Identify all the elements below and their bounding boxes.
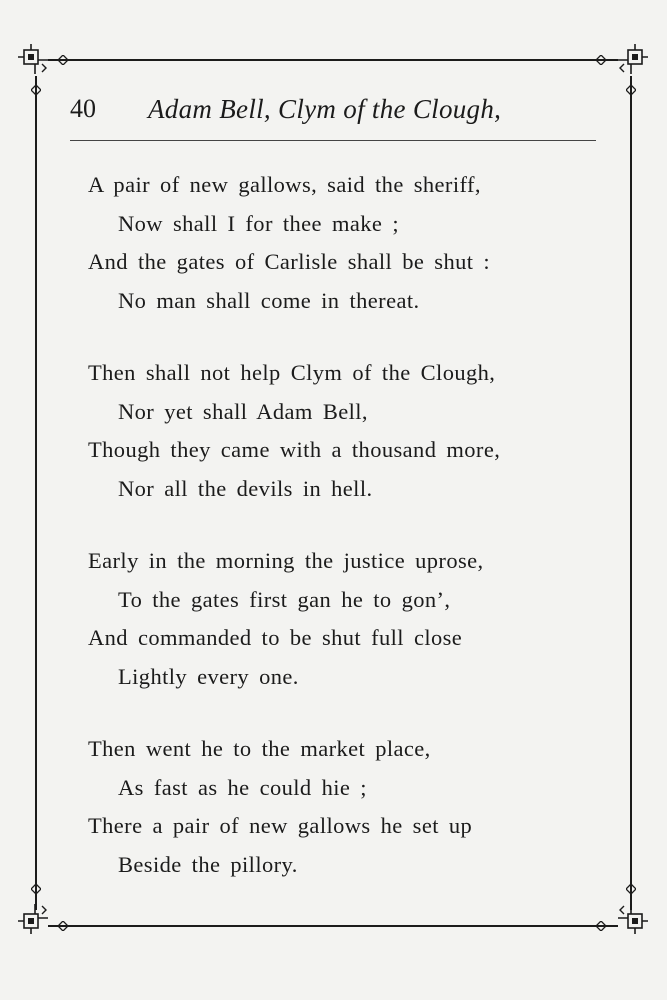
stanza [88,354,588,508]
verse-line: Now shall I for thee make ; [118,210,399,236]
corner-ornament-bottom-right [614,900,648,934]
verse-line: Early in the morning the justice uprose, [88,548,484,573]
verse-line: Nor all the devils in hell. [118,475,373,501]
corner-ornament-top-right [614,44,648,78]
running-header [70,94,600,128]
diamond-ornament [31,884,41,894]
verse-line: And the gates of Carlisle shall be shut : [88,249,491,274]
verse-line: Though they came with a thousand more, [88,437,501,462]
border-right [630,76,632,910]
verse-line: Beside the pillory. [118,851,298,877]
corner-ornament-top-left [18,44,52,78]
verse-line: No man shall come in thereat. [118,287,420,313]
stanza [88,730,588,884]
border-left [35,76,37,910]
header-rule [70,140,596,141]
diamond-ornament [596,55,606,65]
stanza [88,166,588,320]
border-bottom [48,925,618,927]
diamond-ornament [31,85,41,95]
diamond-ornament [626,85,636,95]
stanza [88,542,588,696]
verse-line: A pair of new gallows, said the sheriff, [88,172,481,197]
verse-line: Lightly every one. [118,663,299,689]
verse-line: Then shall not help Clym of the Clough, [88,360,496,385]
running-title: Adam Bell, Clym of the Clough, [148,94,502,124]
poem-text [88,166,588,918]
verse-line: To the gates first gan he to gon’, [118,586,451,612]
border-top [48,59,618,61]
page-number: 40 [70,94,96,123]
diamond-ornament [58,55,68,65]
diamond-ornament [626,884,636,894]
corner-ornament-bottom-left [18,900,52,934]
verse-line: As fast as he could hie ; [118,774,367,800]
verse-line: There a pair of new gallows he set up [88,813,473,838]
verse-line: Nor yet shall Adam Bell, [118,398,368,424]
verse-line: Then went he to the market place, [88,736,431,761]
verse-line: And commanded to be shut full close [88,625,463,650]
diamond-ornament [596,921,606,931]
diamond-ornament [58,921,68,931]
